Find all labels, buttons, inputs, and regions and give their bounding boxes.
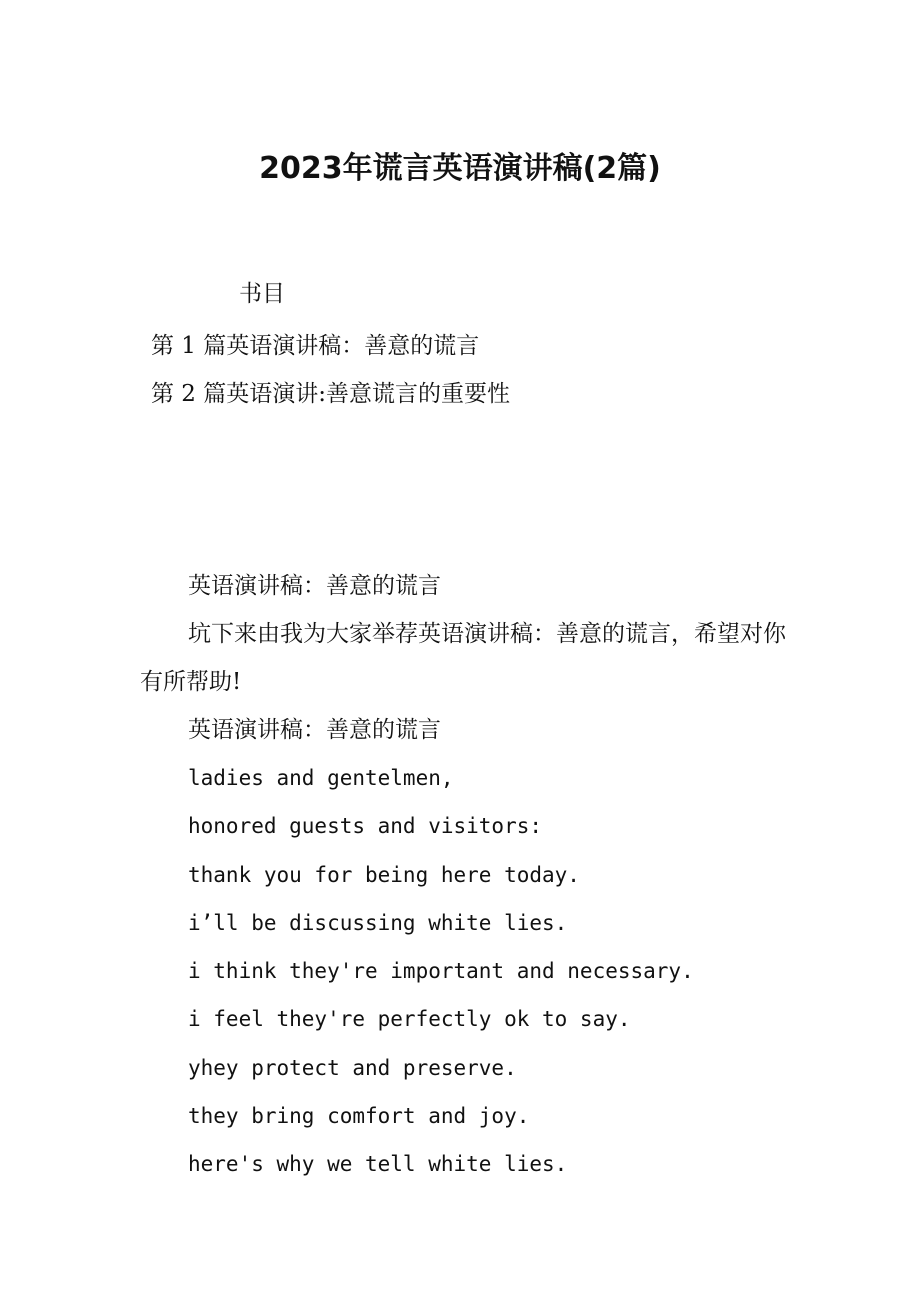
table-of-contents [151,322,510,418]
intro-paragraph: 坑下来由我为大家举荐英语演讲稿：善意的谎言，希望对你有所帮助! [140,621,786,695]
section-title: 英语演讲稿：善意的谎言 [188,573,441,599]
toc-item: 第 2 篇英语演讲:善意谎言的重要性 [151,381,511,407]
speech-line: yhey protect and preserve. [188,1055,517,1080]
section-title-repeat: 英语演讲稿：善意的谎言 [188,717,441,743]
speech-line: ladies and gentelmen, [188,766,454,790]
document-body [140,562,790,1189]
speech-line: here's why we tell white lies. [188,1152,568,1177]
speech-line: i feel they're perfectly ok to say. [188,1007,631,1032]
speech-line: they bring comfort and joy. [188,1104,530,1129]
toc-item: 第 1 篇英语演讲稿：善意的谎言 [151,333,480,359]
speech-line: i think they're important and necessary. [188,959,694,984]
speech-lines [140,754,790,1189]
document-title: 2023年谎言英语演讲稿(2篇) [259,151,661,186]
speech-line: honored guests and visitors: [188,814,543,839]
speech-line: thank you for being here today. [188,862,580,887]
speech-line: i’ll be discussing white lies. [188,910,568,935]
toc-heading: 书目 [239,281,285,307]
